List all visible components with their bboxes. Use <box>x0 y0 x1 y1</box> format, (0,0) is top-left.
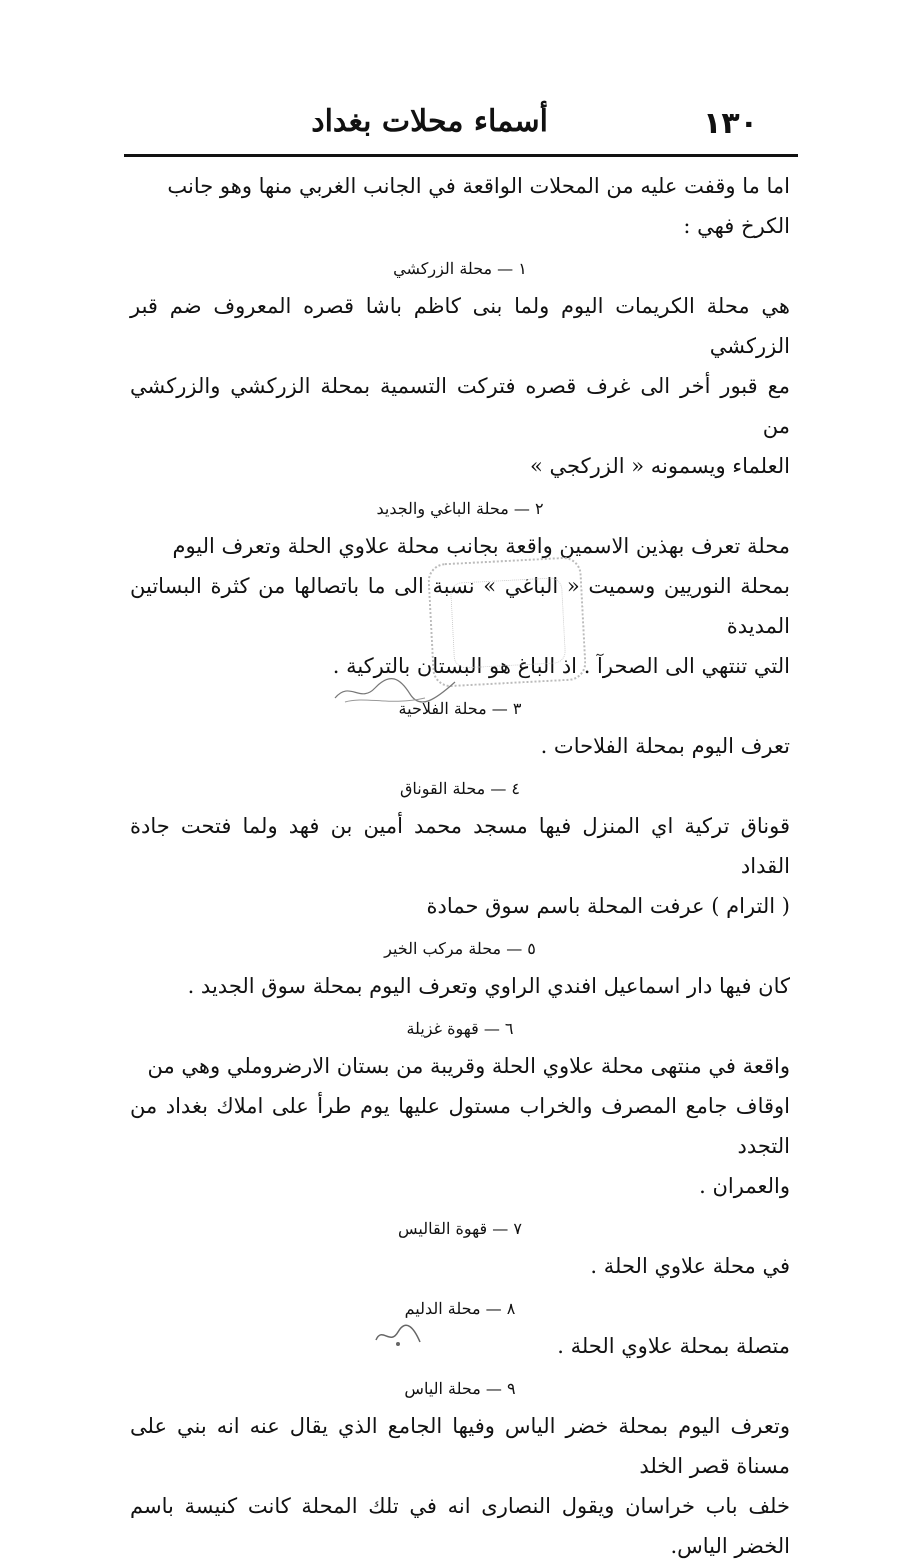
body-line: محلة تعرف بهذين الاسمين واقعة بجانب محلة علاوي الحلة وتعرف اليوم <box>172 534 790 558</box>
body-line: ( الترام ) عرفت المحلة باسم سوق حمادة <box>426 894 790 918</box>
library-stamp-icon <box>427 556 587 688</box>
stamp-inner-frame <box>450 577 566 669</box>
body-line: كان فيها دار اسماعيل افندي الراوي وتعرف اليوم بمحلة سوق الجديد . <box>187 974 790 998</box>
section-heading: ٩ — محلة الياس <box>404 1379 516 1398</box>
section-heading: ٥ — محلة مركب الخير <box>384 939 536 958</box>
handwritten-signature-icon <box>330 670 460 710</box>
running-title: أسماء محلات بغداد <box>311 104 548 139</box>
page-number: ١٣٠ <box>703 106 758 141</box>
body-line: العلماء ويسمونه « الزركجي » <box>530 454 790 478</box>
section-heading: ٢ — محلة الباغي والجديد <box>376 499 544 518</box>
body-line: التي تنتهي الى الصحرآ . اذ الباغ هو البستان بالتركية . <box>332 654 790 678</box>
body-line: والعمران . <box>699 1174 790 1198</box>
body-line: خلف باب خراسان ويقول النصارى انه في تلك المحلة كانت كنيسة باسم الخضر الياس. <box>130 1494 790 1558</box>
body-line: في محلة علاوي الحلة . <box>590 1254 790 1278</box>
body-line: تعرف اليوم بمحلة الفلاحات . <box>540 734 790 758</box>
body-line: بمحلة النوريين وسميت « الباغي » نسبة الى ما باتصالها من كثرة البساتين المديدة <box>130 574 790 638</box>
section-heading: ٤ — محلة القوناق <box>399 779 521 798</box>
footer-mark-icon <box>368 1320 428 1350</box>
body-line: اوقاف جامع المصرف والخراب مستول عليها يوم طرأ على املاك بغداد من التجدد <box>130 1094 790 1158</box>
section-heading: ٨ — محلة الدليم <box>404 1299 516 1318</box>
body-line: هي محلة الكريمات اليوم ولما بنى كاظم باشا قصره المعروف ضم قبر الزركشي <box>130 294 790 358</box>
body-line: مع قبور أخر الى غرف قصره فتركت التسمية بمحلة الزركشي والزركشي من <box>130 374 790 438</box>
section-heading: ٣ — محلة الفلاحية <box>398 699 522 718</box>
body-line: متصلة بمحلة علاوي الحلة . <box>557 1334 790 1358</box>
intro-line: اما ما وقفت عليه من المحلات الواقعة في الجانب الغربي منها وهو جانب <box>167 174 790 198</box>
page-header <box>124 98 798 154</box>
section-heading: ٧ — قهوة القاليس <box>398 1219 522 1238</box>
body-line: واقعة في منتهى محلة علاوي الحلة وقريبة من بستان الارضروملي وهي من <box>147 1054 790 1078</box>
header-rule <box>124 154 798 157</box>
body-line: وتعرف اليوم بمحلة خضر الياس وفيها الجامع الذي يقال عنه انه بني على مسناة قصر الخلد <box>130 1414 790 1478</box>
page-body <box>130 166 790 1566</box>
section-heading: ١ — محلة الزركشي <box>393 259 527 278</box>
intro-line: الكرخ فهي : <box>683 214 790 238</box>
section-heading: ٦ — قهوة غزيلة <box>406 1019 514 1038</box>
body-line: قوناق تركية اي المنزل فيها مسجد محمد أمين بن فهد ولما فتحت جادة القداد <box>130 814 790 878</box>
